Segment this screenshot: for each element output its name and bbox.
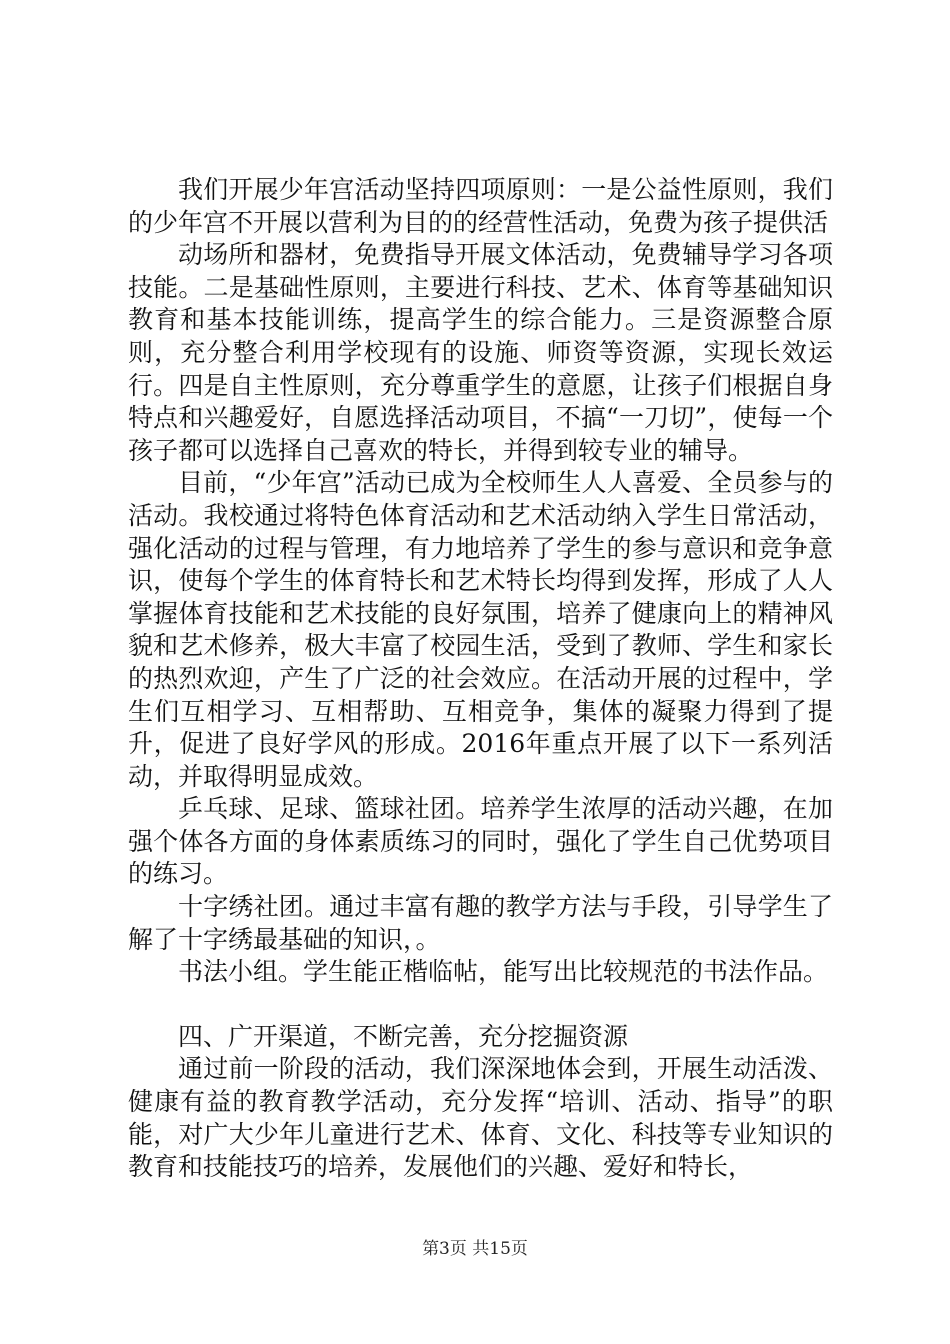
section-heading-four: 四、广开渠道，不断完善，充分挖掘资源	[178, 1021, 629, 1051]
paragraph-experience: 通过前一阶段的活动，我们深深地体会到，开展生动活泼、健康有益的教育教学活动，充分发挥“培训、活动、指导”的职能，对广大少年儿童进行艺术、体育、文化、科技等专业知识的教育和技能技巧的培养，发展他们的兴趣、爱好和特长，	[128, 1054, 833, 1182]
paragraph-calligraphy-group: 书法小组。学生能正楷临帖，能写出比较规范的书法作品。	[178, 957, 829, 987]
document-body	[128, 174, 833, 1184]
paragraph-principles-intro: 我们开展少年宫活动坚持四项原则：一是公益性原则，我们的少年宫不开展以营利为目的的经营性活动，免费为孩子提供活	[128, 175, 833, 237]
page-number: 第3页 共15页	[422, 1239, 528, 1259]
paragraph-current-status: 目前，“少年宫”活动已成为全校师生人人喜爱、全员参与的活动。我校通过将特色体育活动和艺术活动纳入学生日常活动，强化活动的过程与管理，有力地培养了学生的参与意识和竞争意识，使每个学生的体育特长和艺术特长均得到发挥，形成了人人掌握体育技能和艺术技能的良好氛围，培养了健康向上的精神风貌和艺术修养，极大丰富了校园生活，受到了教师、学生和家长的热烈欢迎，产生了广泛的社会效应。在活动开展的过程中，学生们互相学习、互相帮助、互相竞争，集体的凝聚力得到了提升，促进了良好学风的形成。2016年重点开展了以下一系列活动，并取得明显成效。	[128, 468, 833, 791]
paragraph-cross-stitch-club: 十字绣社团。通过丰富有趣的教学方法与手段，引导学生了解了十字绣最基础的知识，。	[128, 892, 833, 954]
paragraph-ball-clubs: 乒乓球、足球、篮球社团。培养学生浓厚的活动兴趣，在加强个体各方面的身体素质练习的同时，强化了学生自己优势项目的练习。	[128, 794, 833, 889]
paragraph-principles-detail: 动场所和器材，免费指导开展文体活动，免费辅导学习各项技能。二是基础性原则，主要进行科技、艺术、体育等基础知识教育和基本技能训练，提高学生的综合能力。三是资源整合原则，充分整合利用学校现有的设施、师资等资源，实现长效运行。四是自主性原则，充分尊重学生的意愿，让孩子们根据自身特点和兴趣爱好，自愿选择活动项目，不搞“一刀切”，使每一个孩子都可以选择自己喜欢的特长，并得到较专业的辅导。	[128, 240, 833, 465]
